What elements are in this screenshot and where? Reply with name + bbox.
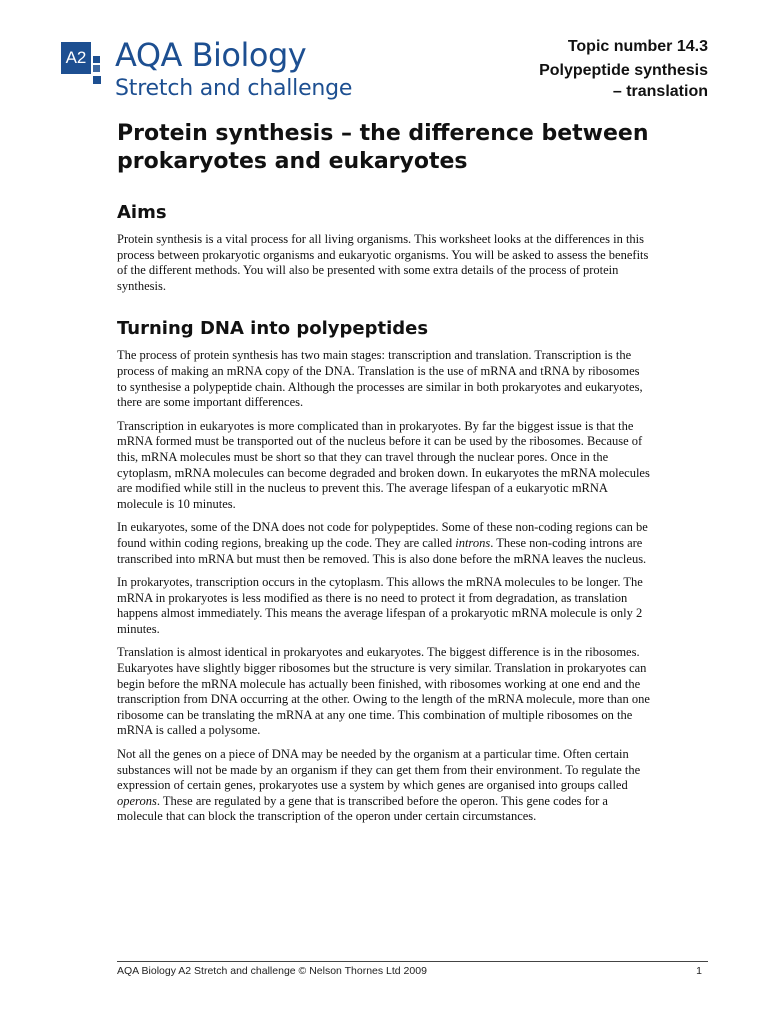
logo-square-decoration: [93, 76, 101, 84]
section-heading-turning-dna: Turning DNA into polypeptides: [117, 318, 429, 340]
paragraph-text: . These non-coding introns are transcribed into mRNA but must then be removed. This is also done before the mRNA leaves the nucleus.: [117, 535, 647, 566]
introns-term: introns: [455, 535, 491, 550]
paragraph-text: In eukaryotes, some of the DNA does not code for polypeptides. Some of these non-coding regions can be found within coding regions, breaking up the code. They are called: [117, 520, 648, 550]
paragraph-text: . These are regulated by a gene that is transcribed before the operon. This gene codes for a molecule that can block the transcription of the operon under certain circumstances.: [117, 793, 608, 824]
logo-square-decoration: [93, 56, 100, 63]
paragraph: Translation is almost identical in prokaryotes and eukaryotes. The biggest difference is in the ribosomes. Eukaryotes have slightly bigger ribosomes but the structure is very similar. Translation in prokaryotes can begin before the mRNA molecule has actually been finished, with ribosomes working at one end and the transcription from DNA occurring at the other. Owing to the length of the mRNA molecule, more than one ribosome can be translating the mRNA at any one time. This combination of multiple ribosomes on the mRNA is called a polysome.: [117, 645, 650, 738]
paragraph-operons: [117, 747, 651, 825]
section-heading-aims: Aims: [117, 202, 167, 223]
logo-square-decoration: [93, 65, 100, 72]
paragraph-text: Not all the genes on a piece of DNA may be needed by the organism at a particular time. Often certain substances will not be made by an organism if they can get them from their environment. To regulate the expression of certain genes, prokaryotes use a system by which genes are organised into groups called: [117, 747, 641, 793]
document-body: [117, 202, 651, 833]
a2-badge: A2: [61, 42, 91, 74]
paragraph-introns: [117, 520, 651, 567]
page-title: Protein synthesis – the difference between prokaryotes and eukaryotes: [117, 121, 649, 174]
operons-term: operons: [117, 793, 157, 808]
logo-subtitle: Stretch and challenge: [115, 76, 353, 101]
paragraph: The process of protein synthesis has two main stages: transcription and translation. Transcription is the process of making an mRNA copy of the DNA. Translation is the use of mRNA and tRNA by ribosomes to synthesise a polypeptide chain. Although the processes are similar in both prokaryotes and eukaryotes, there are some important differences.: [117, 348, 643, 410]
paragraph: Protein synthesis is a vital process for all living organisms. This worksheet looks at the differences in this process between prokaryotic organisms and eukaryotic organisms. You will be asked to assess the benefits of the different methods. You will also be presented with some extra details of the process of protein synthesis.: [117, 232, 649, 293]
topic-block: [428, 36, 708, 102]
aqa-biology-logo: [57, 38, 387, 114]
logo-title: AQA Biology: [115, 36, 307, 74]
topic-title-line-1: Polypeptide synthesis: [539, 62, 708, 79]
paragraph: Transcription in eukaryotes is more complicated than in prokaryotes. By far the biggest issue is that the mRNA formed must be transported out of the nucleus before it can be used by the ribosomes. Because of this, mRNA molecules must be short so that they can travel through the nuclear pores. Once in the cytoplasm, mRNA molecules can become degraded and broken down. In eukaryotes the mRNA molecules are modified while still in the nucleus to prevent this. The average lifespan of a eukaryotic mRNA molecule is 10 minutes.: [117, 418, 650, 511]
page-number: 1: [696, 965, 702, 977]
topic-title-line-2: – translation: [612, 83, 708, 100]
topic-number: Topic number 14.3: [567, 38, 708, 55]
footer-copyright: AQA Biology A2 Stretch and challenge © Nelson Thornes Ltd 2009: [117, 965, 427, 977]
paragraph: In prokaryotes, transcription occurs in the cytoplasm. This allows the mRNA molecules to be longer. The mRNA in prokaryotes is less modified as there is no need to protect it from degradation, as translation happens almost immediately. This means the average lifespan of a prokaryotic mRNA molecule is only 2 minutes.: [117, 575, 643, 636]
footer-divider: [117, 961, 708, 962]
